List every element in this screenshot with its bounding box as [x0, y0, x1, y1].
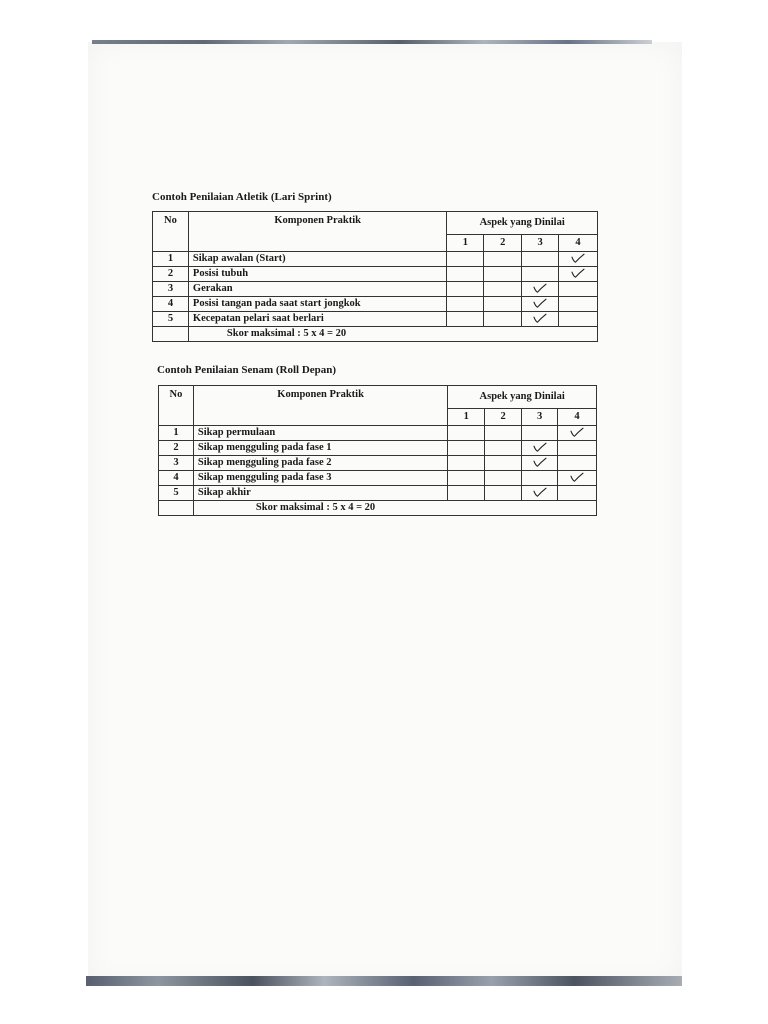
score-cell — [484, 267, 522, 282]
score-cell — [559, 252, 598, 267]
score-cell — [522, 426, 558, 441]
row-component: Kecepatan pelari saat berlari — [188, 312, 446, 327]
score-cell — [522, 312, 559, 327]
row-no: 1 — [159, 426, 194, 441]
score-cell — [447, 297, 484, 312]
assessment-table-atletik — [152, 211, 598, 342]
row-no: 4 — [159, 471, 194, 486]
table-row — [159, 441, 597, 456]
score-header-2: 2 — [484, 234, 522, 251]
row-no: 3 — [153, 282, 189, 297]
score-header-1: 1 — [447, 234, 484, 251]
score-cell — [522, 471, 558, 486]
score-cell — [447, 252, 484, 267]
score-cell — [447, 312, 484, 327]
score-cell — [558, 486, 597, 501]
score-cell — [484, 252, 522, 267]
score-cell — [558, 426, 597, 441]
score-cell — [485, 441, 522, 456]
max-score-text: Skor maksimal : 5 x 4 = 20 — [193, 501, 596, 516]
score-cell — [522, 282, 559, 297]
section-title-atletik: Contoh Penilaian Atletik (Lari Sprint) — [152, 191, 332, 203]
check-mark-icon — [533, 298, 547, 308]
score-cell — [485, 456, 522, 471]
score-cell — [522, 267, 559, 282]
scan-edge-bottom — [86, 976, 682, 986]
score-cell — [484, 312, 522, 327]
score-header-2: 2 — [485, 408, 522, 425]
max-score-row — [159, 501, 597, 516]
score-cell — [559, 312, 598, 327]
score-cell — [447, 267, 484, 282]
row-no: 4 — [153, 297, 189, 312]
score-cell — [448, 456, 485, 471]
table-row — [153, 312, 598, 327]
row-component: Posisi tubuh — [188, 267, 446, 282]
score-cell — [558, 471, 597, 486]
check-mark-icon — [570, 472, 584, 482]
max-score-blank — [159, 501, 194, 516]
table-row — [159, 456, 597, 471]
score-cell — [559, 282, 598, 297]
table-row — [159, 471, 597, 486]
row-component: Sikap akhir — [193, 486, 447, 501]
score-cell — [484, 297, 522, 312]
row-component: Sikap mengguling pada fase 3 — [193, 471, 447, 486]
row-no: 2 — [159, 441, 194, 456]
scan-edge-top — [92, 40, 652, 44]
max-score-blank — [153, 327, 189, 342]
score-cell — [448, 486, 485, 501]
row-no: 5 — [159, 486, 194, 501]
score-header-4: 4 — [558, 408, 597, 425]
table-row — [153, 297, 598, 312]
check-mark-icon — [571, 268, 585, 278]
table-row — [153, 252, 598, 267]
row-no: 1 — [153, 252, 189, 267]
row-no: 3 — [159, 456, 194, 471]
row-no: 5 — [153, 312, 189, 327]
score-cell — [558, 441, 597, 456]
header-aspect: Aspek yang Dinilai — [448, 386, 597, 409]
table-row — [159, 426, 597, 441]
score-cell — [559, 297, 598, 312]
check-mark-icon — [570, 427, 584, 437]
score-cell — [448, 441, 485, 456]
header-aspect: Aspek yang Dinilai — [447, 212, 598, 235]
score-cell — [485, 471, 522, 486]
score-header-3: 3 — [522, 234, 559, 251]
score-cell — [485, 426, 522, 441]
row-component: Sikap mengguling pada fase 1 — [193, 441, 447, 456]
row-no: 2 — [153, 267, 189, 282]
row-component: Sikap permulaan — [193, 426, 447, 441]
score-cell — [522, 441, 558, 456]
max-score-text: Skor maksimal : 5 x 4 = 20 — [188, 327, 597, 342]
table-row — [159, 486, 597, 501]
check-mark-icon — [533, 313, 547, 323]
check-mark-icon — [533, 442, 547, 452]
score-header-1: 1 — [448, 408, 485, 425]
score-cell — [522, 252, 559, 267]
score-cell — [558, 456, 597, 471]
header-component: Komponen Praktik — [193, 386, 447, 426]
score-header-3: 3 — [522, 408, 558, 425]
assessment-table-senam — [158, 385, 597, 516]
header-no: No — [159, 386, 194, 426]
header-component: Komponen Praktik — [188, 212, 446, 252]
score-cell — [522, 486, 558, 501]
score-cell — [448, 426, 485, 441]
check-mark-icon — [571, 253, 585, 263]
row-component: Posisi tangan pada saat start jongkok — [188, 297, 446, 312]
table-row — [153, 282, 598, 297]
table-row — [153, 267, 598, 282]
section-title-senam: Contoh Penilaian Senam (Roll Depan) — [157, 364, 337, 376]
header-no: No — [153, 212, 189, 252]
score-cell — [484, 282, 522, 297]
score-header-4: 4 — [559, 234, 598, 251]
score-cell — [485, 486, 522, 501]
check-mark-icon — [533, 487, 547, 497]
check-mark-icon — [533, 457, 547, 467]
score-cell — [448, 471, 485, 486]
row-component: Sikap awalan (Start) — [188, 252, 446, 267]
check-mark-icon — [533, 283, 547, 293]
score-cell — [447, 282, 484, 297]
max-score-row — [153, 327, 598, 342]
row-component: Sikap mengguling pada fase 2 — [193, 456, 447, 471]
score-cell — [522, 456, 558, 471]
score-cell — [522, 297, 559, 312]
score-cell — [559, 267, 598, 282]
row-component: Gerakan — [188, 282, 446, 297]
